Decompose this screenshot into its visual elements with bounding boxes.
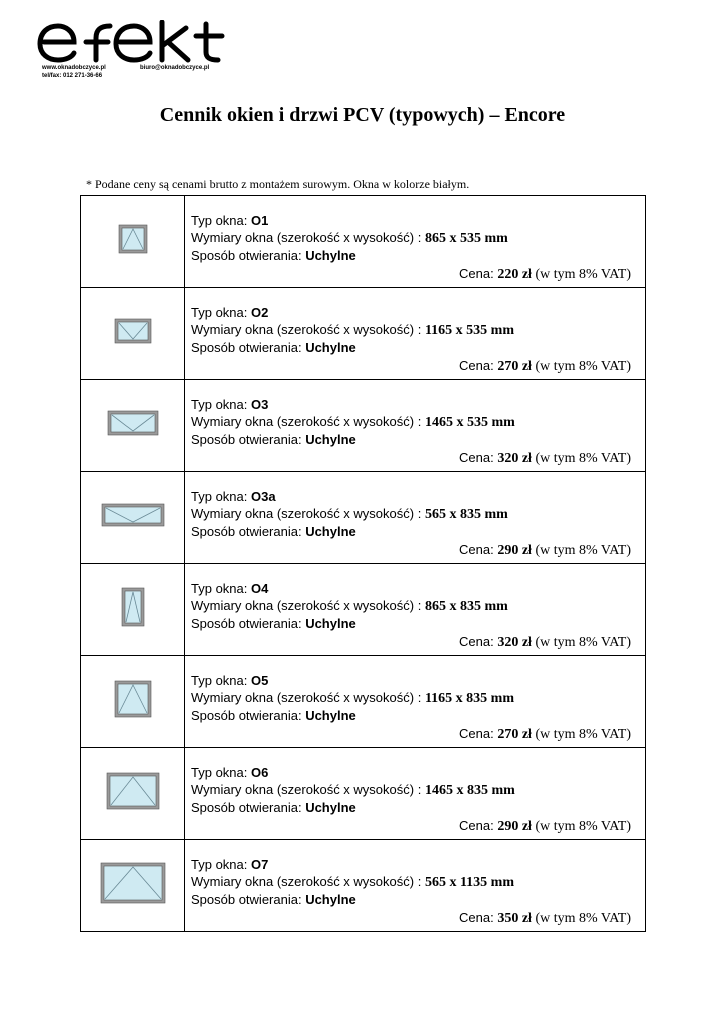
window-icon <box>101 503 165 527</box>
window-image-cell <box>81 564 185 656</box>
window-price-line: Cena: 320 zł (w tym 8% VAT) <box>459 450 631 466</box>
window-type-line: Typ okna: O4 <box>191 581 269 596</box>
window-price-line: Cena: 270 zł (w tym 8% VAT) <box>459 358 631 374</box>
window-type-line: Typ okna: O3a <box>191 489 276 504</box>
window-opening-line: Sposób otwierania: Uchylne <box>191 616 356 631</box>
window-dims-line: Wymiary okna (szerokość x wysokość) : 865 x 535 mm <box>191 230 508 246</box>
window-opening: Uchylne <box>305 616 356 631</box>
window-opening-line: Sposób otwierania: Uchylne <box>191 340 356 355</box>
window-price: 220 zł <box>497 267 532 282</box>
window-icon <box>106 772 160 810</box>
logo-website: www.oknadobczyce.pl <box>42 65 106 71</box>
window-image-cell <box>81 748 185 840</box>
window-dims: 1165 x 535 mm <box>424 323 514 338</box>
table-row <box>81 472 646 564</box>
window-type: O1 <box>250 213 269 228</box>
window-icon <box>100 862 166 904</box>
window-price: 320 zł <box>497 635 532 650</box>
window-info-cell <box>185 472 646 564</box>
window-opening: Uchylne <box>305 708 356 723</box>
window-icon <box>121 587 145 627</box>
window-type-line: Typ okna: O1 <box>191 213 269 228</box>
window-price-line: Cena: 290 zł (w tym 8% VAT) <box>459 818 631 834</box>
window-price: 270 zł <box>497 359 532 374</box>
logo-phone: tel/fax: 012 271-36-66 <box>42 73 103 79</box>
window-price-line: Cena: 320 zł (w tym 8% VAT) <box>459 634 631 650</box>
window-type-line: Typ okna: O3 <box>191 397 269 412</box>
window-opening: Uchylne <box>305 800 356 815</box>
window-opening: Uchylne <box>305 432 356 447</box>
window-price: 290 zł <box>497 819 532 834</box>
window-image-cell <box>81 196 185 288</box>
window-price-line: Cena: 270 zł (w tym 8% VAT) <box>459 726 631 742</box>
window-type: O5 <box>250 673 269 688</box>
window-type-line: Typ okna: O7 <box>191 857 269 872</box>
window-dims-line: Wymiary okna (szerokość x wysokość) : 1165 x 535 mm <box>191 322 514 338</box>
window-dims-line: Wymiary okna (szerokość x wysokość) : 1165 x 835 mm <box>191 690 514 706</box>
table-row <box>81 748 646 840</box>
window-price: 320 zł <box>497 451 532 466</box>
window-dims: 865 x 535 mm <box>424 231 508 246</box>
table-row <box>81 196 646 288</box>
window-dims: 865 x 835 mm <box>424 599 508 614</box>
window-opening-line: Sposób otwierania: Uchylne <box>191 248 356 263</box>
company-logo <box>36 20 236 86</box>
window-icon <box>114 680 152 718</box>
window-opening-line: Sposób otwierania: Uchylne <box>191 524 356 539</box>
window-dims-line: Wymiary okna (szerokość x wysokość) : 865 x 835 mm <box>191 598 508 614</box>
window-opening-line: Sposób otwierania: Uchylne <box>191 800 356 815</box>
window-price: 350 zł <box>497 911 532 926</box>
window-opening: Uchylne <box>305 248 356 263</box>
window-dims: 565 x 1135 mm <box>424 875 514 890</box>
price-note: * Podane ceny są cenami brutto z montażem surowym. Okna w kolorze białym. <box>86 177 470 191</box>
window-info-cell <box>185 288 646 380</box>
window-dims: 1165 x 835 mm <box>424 691 514 706</box>
window-opening-line: Sposób otwierania: Uchylne <box>191 432 356 447</box>
window-image-cell <box>81 472 185 564</box>
window-icon <box>107 410 159 436</box>
window-type: O3a <box>250 489 276 504</box>
window-dims-line: Wymiary okna (szerokość x wysokość) : 565 x 835 mm <box>191 506 508 522</box>
window-image-cell <box>81 656 185 748</box>
window-dims: 565 x 835 mm <box>424 507 508 522</box>
window-dims: 1465 x 835 mm <box>424 783 515 798</box>
window-image-cell <box>81 288 185 380</box>
window-dims-line: Wymiary okna (szerokość x wysokość) : 1465 x 535 mm <box>191 414 515 430</box>
window-info-cell <box>185 196 646 288</box>
window-type-line: Typ okna: O2 <box>191 305 269 320</box>
window-type: O2 <box>250 305 269 320</box>
window-opening-line: Sposób otwierania: Uchylne <box>191 708 356 723</box>
window-info-cell <box>185 564 646 656</box>
window-opening: Uchylne <box>305 524 356 539</box>
window-type: O7 <box>250 857 269 872</box>
window-price-line: Cena: 220 zł (w tym 8% VAT) <box>459 266 631 282</box>
table-row <box>81 288 646 380</box>
window-dims-line: Wymiary okna (szerokość x wysokość) : 565 x 1135 mm <box>191 874 514 890</box>
window-type: O6 <box>250 765 269 780</box>
window-info-cell <box>185 380 646 472</box>
window-image-cell <box>81 840 185 932</box>
window-image-cell <box>81 380 185 472</box>
window-opening-line: Sposób otwierania: Uchylne <box>191 892 356 907</box>
logo-email: biuro@oknadobczyce.pl <box>140 65 210 71</box>
table-row <box>81 840 646 932</box>
window-price-line: Cena: 290 zł (w tym 8% VAT) <box>459 542 631 558</box>
window-dims: 1465 x 535 mm <box>424 415 515 430</box>
window-info-cell <box>185 748 646 840</box>
page-title: Cennik okien i drzwi PCV (typowych) – Encore <box>159 104 566 126</box>
window-type-line: Typ okna: O6 <box>191 765 269 780</box>
window-price: 290 zł <box>497 543 532 558</box>
window-type: O4 <box>250 581 269 596</box>
window-opening: Uchylne <box>305 892 356 907</box>
window-info-cell <box>185 840 646 932</box>
window-price: 270 zł <box>497 727 532 742</box>
price-table <box>80 195 646 932</box>
window-type-line: Typ okna: O5 <box>191 673 269 688</box>
window-opening: Uchylne <box>305 340 356 355</box>
window-price-line: Cena: 350 zł (w tym 8% VAT) <box>459 910 631 926</box>
table-row <box>81 564 646 656</box>
window-info-cell <box>185 656 646 748</box>
window-icon <box>118 224 148 254</box>
efekt-wordmark-logo <box>36 20 236 64</box>
window-dims-line: Wymiary okna (szerokość x wysokość) : 1465 x 835 mm <box>191 782 515 798</box>
table-row <box>81 656 646 748</box>
table-row <box>81 380 646 472</box>
window-icon <box>114 318 152 344</box>
window-type: O3 <box>250 397 269 412</box>
